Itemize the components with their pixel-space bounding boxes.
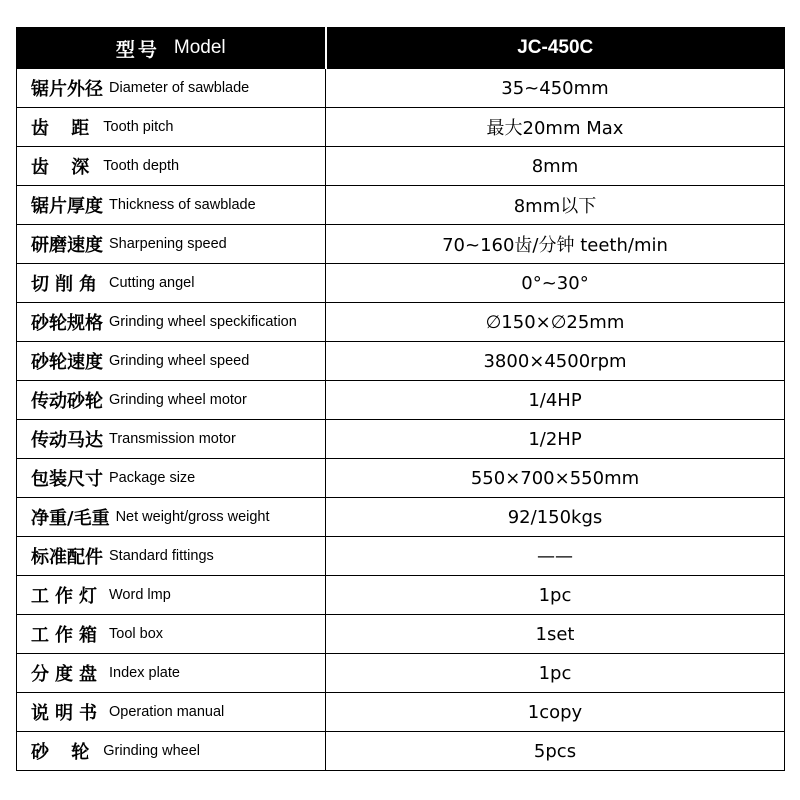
spec-label-en: Net weight/gross weight <box>115 509 270 525</box>
spec-label-en: Tooth depth <box>103 158 180 174</box>
spec-label-cell <box>17 732 326 771</box>
spec-label-cell <box>17 654 326 693</box>
spec-value: 8mm <box>326 147 785 186</box>
spec-label-cn: 传动砂轮 <box>31 391 103 412</box>
spec-label-cell <box>17 498 326 537</box>
spec-body <box>17 69 785 771</box>
spec-row <box>17 108 785 147</box>
spec-row <box>17 537 785 576</box>
spec-label-en: Operation manual <box>109 704 225 720</box>
spec-label-cell <box>17 186 326 225</box>
spec-value: 1copy <box>326 693 785 732</box>
spec-label-cell <box>17 342 326 381</box>
header-model: JC-450C <box>517 37 594 58</box>
spec-row <box>17 342 785 381</box>
spec-label-cn: 工作箱 <box>31 625 103 646</box>
spec-label-en: Tooth pitch <box>103 119 174 135</box>
spec-value: 550×700×550mm <box>326 459 785 498</box>
spec-row <box>17 693 785 732</box>
spec-row <box>17 420 785 459</box>
spec-row <box>17 264 785 303</box>
spec-value: 0°~30° <box>326 264 785 303</box>
spec-value: 1set <box>326 615 785 654</box>
header-label-en: Model <box>173 37 226 58</box>
spec-label-cell <box>17 147 326 186</box>
spec-label-cell <box>17 420 326 459</box>
spec-label-cn: 切削角 <box>31 274 103 295</box>
spec-label-en: Grinding wheel <box>103 743 201 759</box>
spec-label-cn: 齿 距 <box>31 118 98 139</box>
spec-row <box>17 459 785 498</box>
spec-label-cell <box>17 69 326 108</box>
spec-label-en: Sharpening speed <box>109 236 227 252</box>
spec-label-cn: 砂轮规格 <box>31 313 103 334</box>
spec-value: 1pc <box>326 576 785 615</box>
spec-value: 1/4HP <box>326 381 785 420</box>
spec-label-cell <box>17 108 326 147</box>
spec-label-cn: 传动马达 <box>31 430 103 451</box>
spec-label-cell <box>17 303 326 342</box>
spec-value: 70~160齿/分钟 teeth/min <box>326 225 785 264</box>
spec-label-en: Grinding wheel speckification <box>109 314 297 330</box>
spec-label-en: Diameter of sawblade <box>109 80 250 96</box>
spec-label-cell <box>17 615 326 654</box>
spec-label-cn: 标准配件 <box>31 547 103 568</box>
spec-row <box>17 576 785 615</box>
spec-value: 92/150kgs <box>326 498 785 537</box>
spec-label-en: Standard fittings <box>109 548 214 564</box>
header-row <box>17 28 785 69</box>
spec-label-cell <box>17 693 326 732</box>
spec-label-en: Grinding wheel motor <box>109 392 247 408</box>
spec-row <box>17 498 785 537</box>
spec-value: ∅150×∅25mm <box>326 303 785 342</box>
spec-value: —— <box>326 537 785 576</box>
spec-row <box>17 69 785 108</box>
spec-label-cell <box>17 576 326 615</box>
spec-row <box>17 381 785 420</box>
spec-label-cn: 说明书 <box>31 703 103 724</box>
spec-table <box>16 27 785 771</box>
spec-value: 最大20mm Max <box>326 108 785 147</box>
spec-label-cn: 锯片外径 <box>31 79 103 100</box>
spec-row <box>17 186 785 225</box>
spec-label-cn: 砂 轮 <box>31 742 98 763</box>
spec-label-en: Package size <box>109 470 196 486</box>
spec-row <box>17 732 785 771</box>
spec-label-en: Thickness of sawblade <box>109 197 256 213</box>
spec-label-en: Transmission motor <box>109 431 236 447</box>
spec-label-cn: 工作灯 <box>31 586 103 607</box>
spec-label-en: Tool box <box>109 626 164 642</box>
spec-label-en: Index plate <box>109 665 180 681</box>
spec-row <box>17 147 785 186</box>
spec-label-cn: 净重/毛重 <box>31 508 110 529</box>
spec-label-cn: 分度盘 <box>31 664 103 685</box>
spec-value: 5pcs <box>326 732 785 771</box>
spec-label-cn: 包装尺寸 <box>31 469 103 490</box>
header-label-cn: 型号 <box>115 38 160 61</box>
spec-row <box>17 303 785 342</box>
spec-label-cn: 锯片厚度 <box>31 196 103 217</box>
spec-label-en: Cutting angel <box>109 275 195 291</box>
spec-row <box>17 615 785 654</box>
spec-label-cn: 砂轮速度 <box>31 352 103 373</box>
spec-value: 8mm以下 <box>326 186 785 225</box>
spec-label-cell <box>17 225 326 264</box>
spec-row <box>17 654 785 693</box>
spec-value: 3800×4500rpm <box>326 342 785 381</box>
spec-label-en: Grinding wheel speed <box>109 353 250 369</box>
spec-value: 1pc <box>326 654 785 693</box>
spec-label-cell <box>17 381 326 420</box>
spec-value: 35~450mm <box>326 69 785 108</box>
spec-label-cn: 研磨速度 <box>31 235 103 256</box>
spec-value: 1/2HP <box>326 420 785 459</box>
spec-label-cn: 齿 深 <box>31 157 98 178</box>
spec-label-cell <box>17 459 326 498</box>
spec-label-en: Word lmp <box>109 587 171 603</box>
header-label-cell <box>17 28 326 69</box>
header-model-cell <box>326 28 785 69</box>
spec-label-cell <box>17 264 326 303</box>
spec-label-cell <box>17 537 326 576</box>
spec-row <box>17 225 785 264</box>
